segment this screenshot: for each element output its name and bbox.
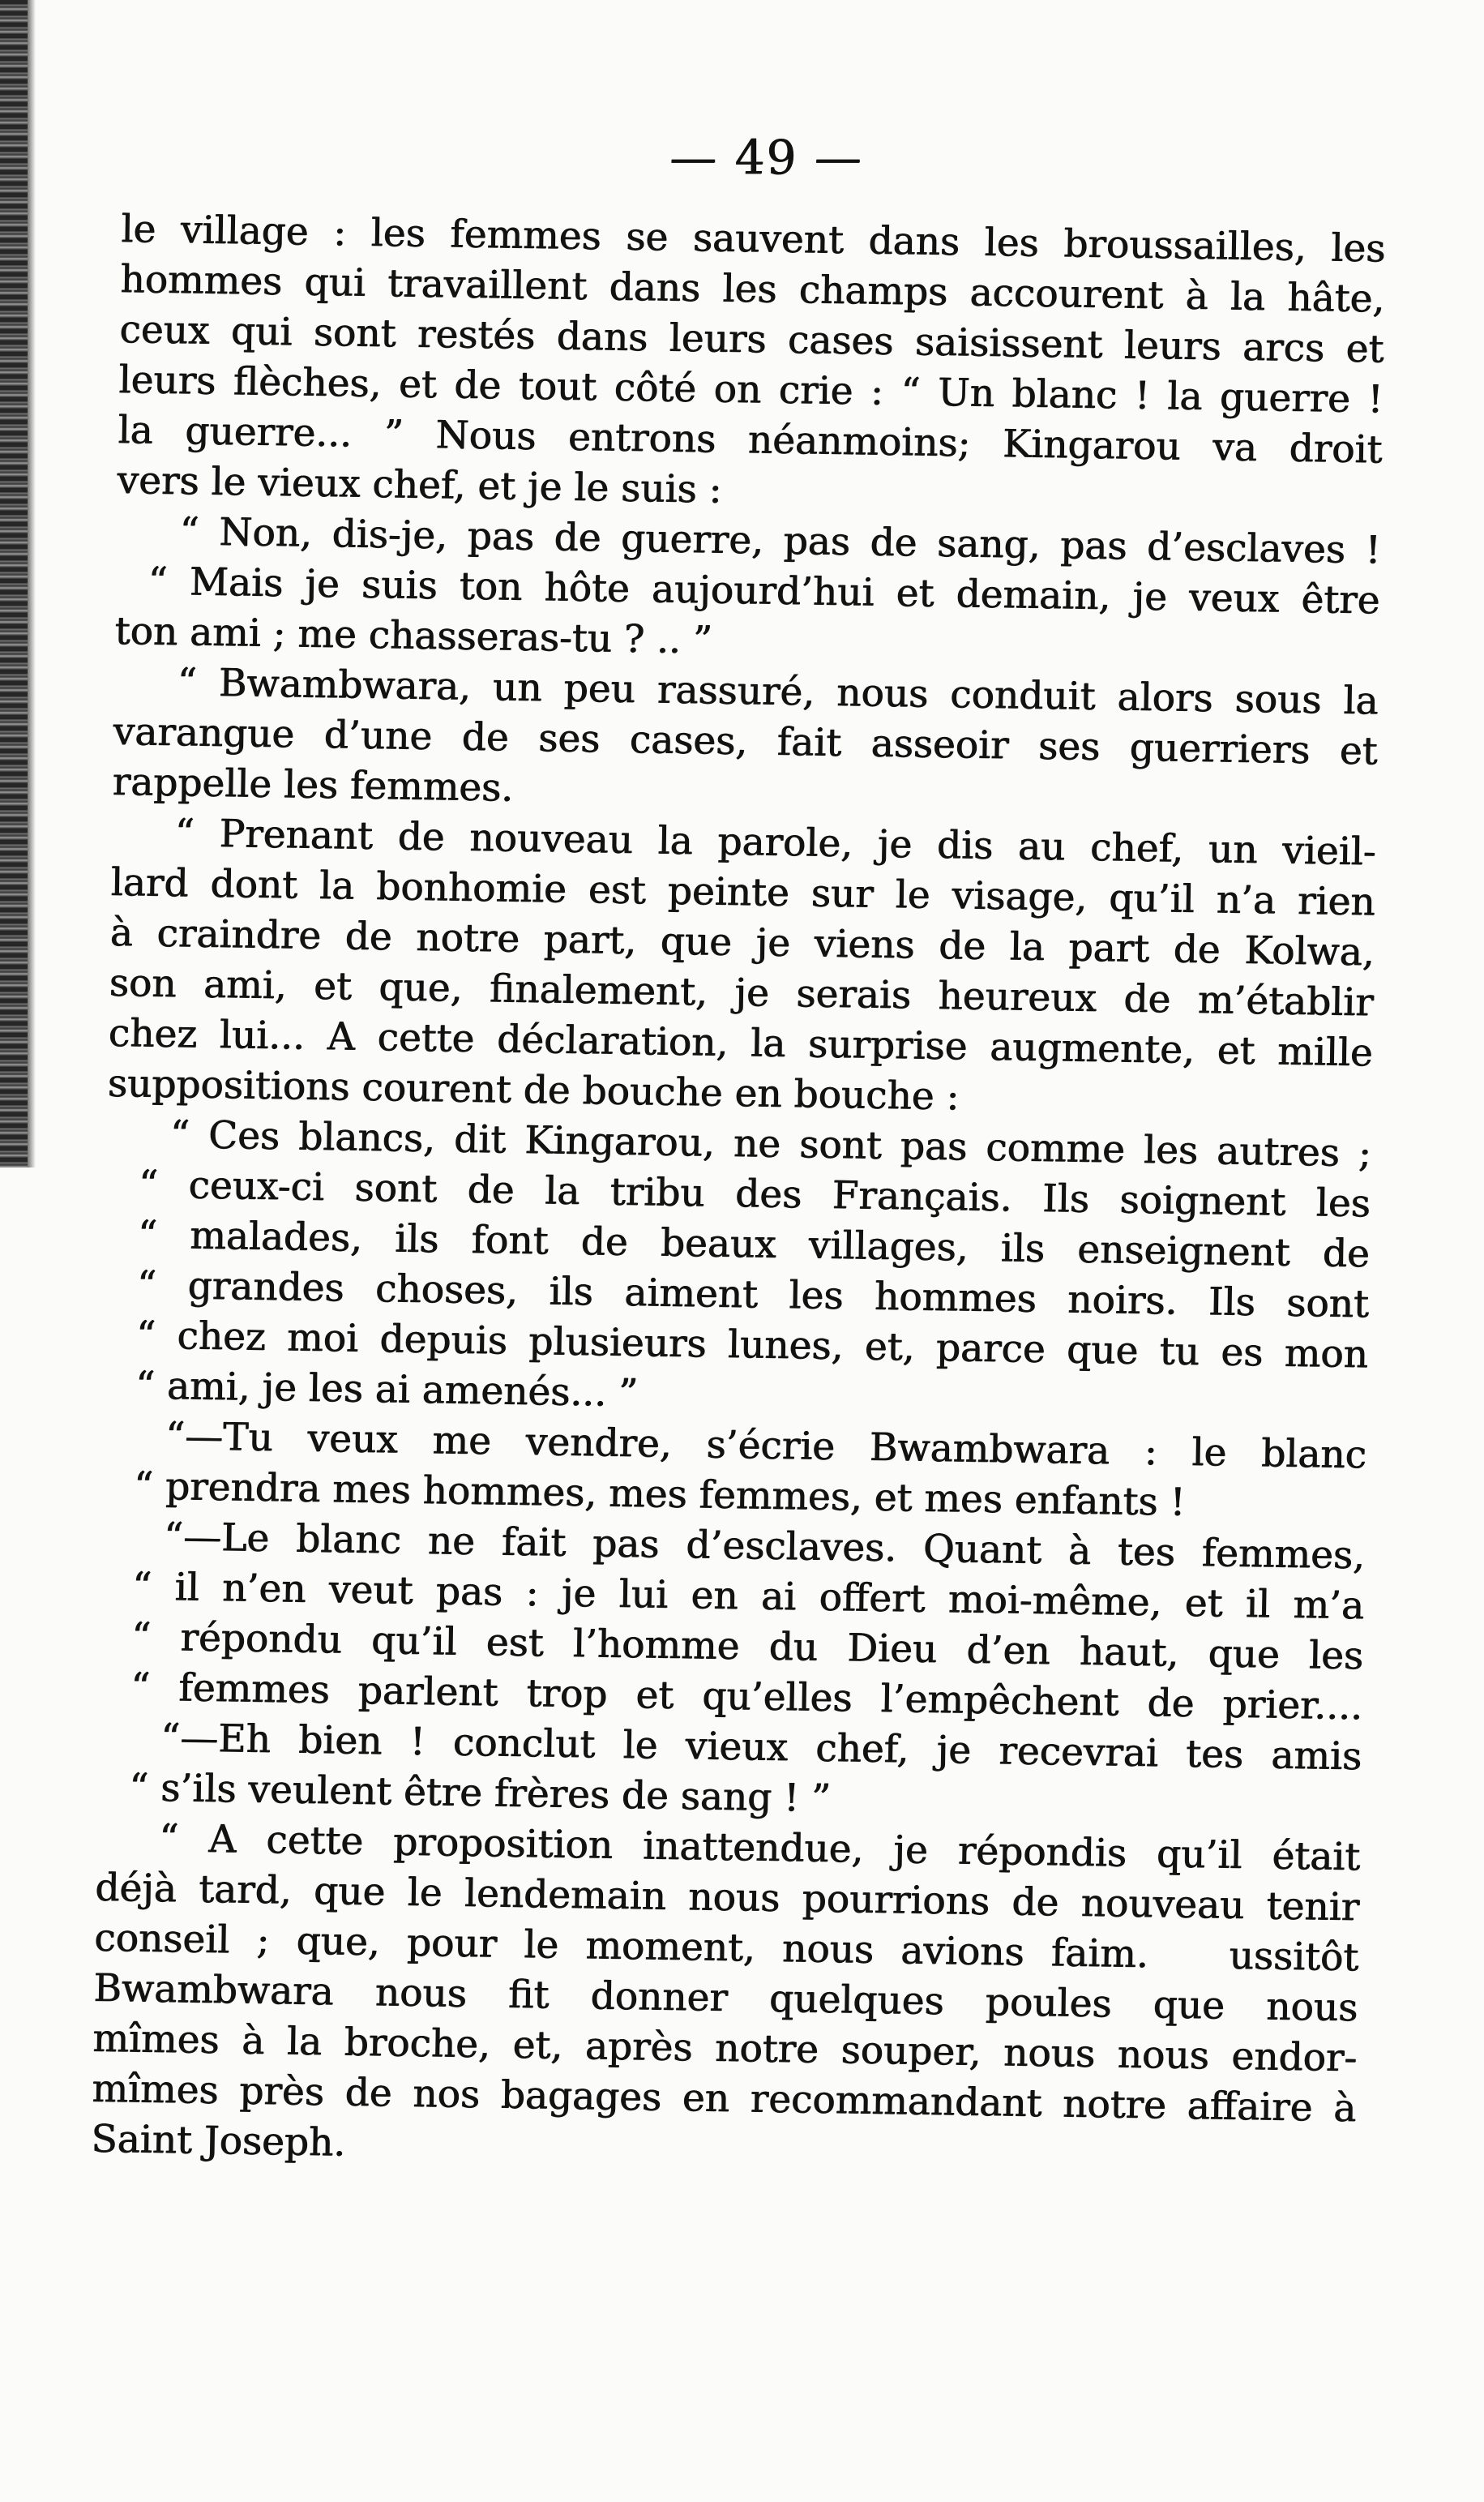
page-number: — 49 — xyxy=(669,130,863,185)
text-line: Saint Joseph. xyxy=(91,2116,346,2166)
text-line: déjà tard, que le lendemain nous pourrions de nouveau tenir xyxy=(94,1865,1360,1930)
text-line: “ Ces blancs, dit Kingarou, ne sont pas comme les autres ; xyxy=(169,1112,1372,1176)
text-line: “ grandes choses, ils aiment les hommes noirs. Ils sont xyxy=(136,1262,1370,1327)
text-line: “ il n’en veut pas : je lui en ai offert moi-même, et il m’a xyxy=(131,1564,1365,1629)
text-line: ceux qui sont restés dans leurs cases saisissent leurs arcs et xyxy=(119,306,1384,372)
body-text xyxy=(91,204,1386,2184)
text-line: “ Non, dis-je, pas de guerre, pas de sang, pas d’esclaves ! xyxy=(179,509,1381,573)
text-line: “ répondu qu’il est l’homme du Dieu d’en haut, que les xyxy=(130,1614,1364,1679)
text-line: “ A cette proposition inattendue, je répondis qu’il était xyxy=(158,1815,1361,1880)
text-line: “ prendra mes hommes, mes femmes, et mes enfants ! xyxy=(133,1463,1186,1525)
text-line: “ ami, je les ai amenés... ” xyxy=(135,1363,639,1416)
text-line: chez lui... A cette déclaration, la surprise augmente, et mille xyxy=(108,1010,1374,1076)
text-line: rappelle les femmes. xyxy=(112,759,514,811)
text-line: suppositions courent de bouche en bouche : xyxy=(107,1060,960,1120)
text-line: “ Bwambwara, un peu rassuré, nous conduit alors sous la xyxy=(177,660,1379,724)
text-line: “ malades, ils font de beaux villages, ils enseignent de xyxy=(137,1212,1371,1277)
text-line: “ femmes parlent trop et qu’elles l’empêchent de prier.... xyxy=(130,1664,1363,1729)
text-line: varangue d’une de ses cases, fait asseoir ses guerriers et xyxy=(113,709,1379,774)
book-binding-edge xyxy=(0,0,28,1167)
text-line: ton ami ; me chasseras-tu ? .. ” xyxy=(114,608,713,663)
text-line: mîmes à la broche, et, après notre souper, nous nous endor- xyxy=(92,2016,1358,2081)
text-line: leurs flèches, et de tout côté on crie : “ Un blanc ! la guerre ! xyxy=(118,357,1383,422)
text-line: “—Tu veux me vendre, s’écrie Bwambwara : le blanc xyxy=(165,1414,1367,1478)
text-line: hommes qui travaillent dans les champs accourent à la hâte, xyxy=(120,256,1385,322)
text-line: “ chez moi depuis plusieurs lunes, et, parce que tu es mon xyxy=(135,1313,1369,1377)
text-line: le village : les femmes se sauvent dans les broussailles, les xyxy=(121,206,1386,272)
text-line: “—Eh bien ! conclut le vieux chef, je recevrai tes amis xyxy=(160,1715,1362,1780)
text-line: conseil ; que, pour le moment, nous avions faim. ussitôt xyxy=(93,1915,1359,1981)
text-line: “ ceux-ci sont de la tribu des Français. Ils soignent les xyxy=(138,1162,1371,1227)
text-line: “ Mais je suis ton hôte aujourd’hui et demain, je veux être xyxy=(148,559,1380,623)
text-line: la guerre... ” Nous entrons néanmoins; Kingarou va droit xyxy=(118,407,1383,473)
text-line: vers le vieux chef, et je le suis : xyxy=(117,457,722,512)
text-line: son ami, et que, finalement, je serais heureux de m’établir xyxy=(109,960,1375,1026)
text-line: “ s’ils veulent être frères de sang ! ” xyxy=(128,1765,832,1821)
text-line: “—Le blanc ne fait pas d’esclaves. Quant à tes femmes, xyxy=(163,1514,1366,1579)
text-line: lard dont la bonhomie est peinte sur le visage, qu’il n’a rien xyxy=(110,859,1376,925)
text-line: à craindre de notre part, que je viens de la part de Kolwa, xyxy=(109,910,1375,975)
text-line: “ Prenant de nouveau la parole, je dis au chef, un vieil- xyxy=(174,811,1377,875)
text-line: Bwambwara nous fit donner quelques poules que nous xyxy=(93,1965,1358,2031)
text-line: mîmes près de nos bagages en recommandant notre affaire à xyxy=(92,2066,1357,2131)
